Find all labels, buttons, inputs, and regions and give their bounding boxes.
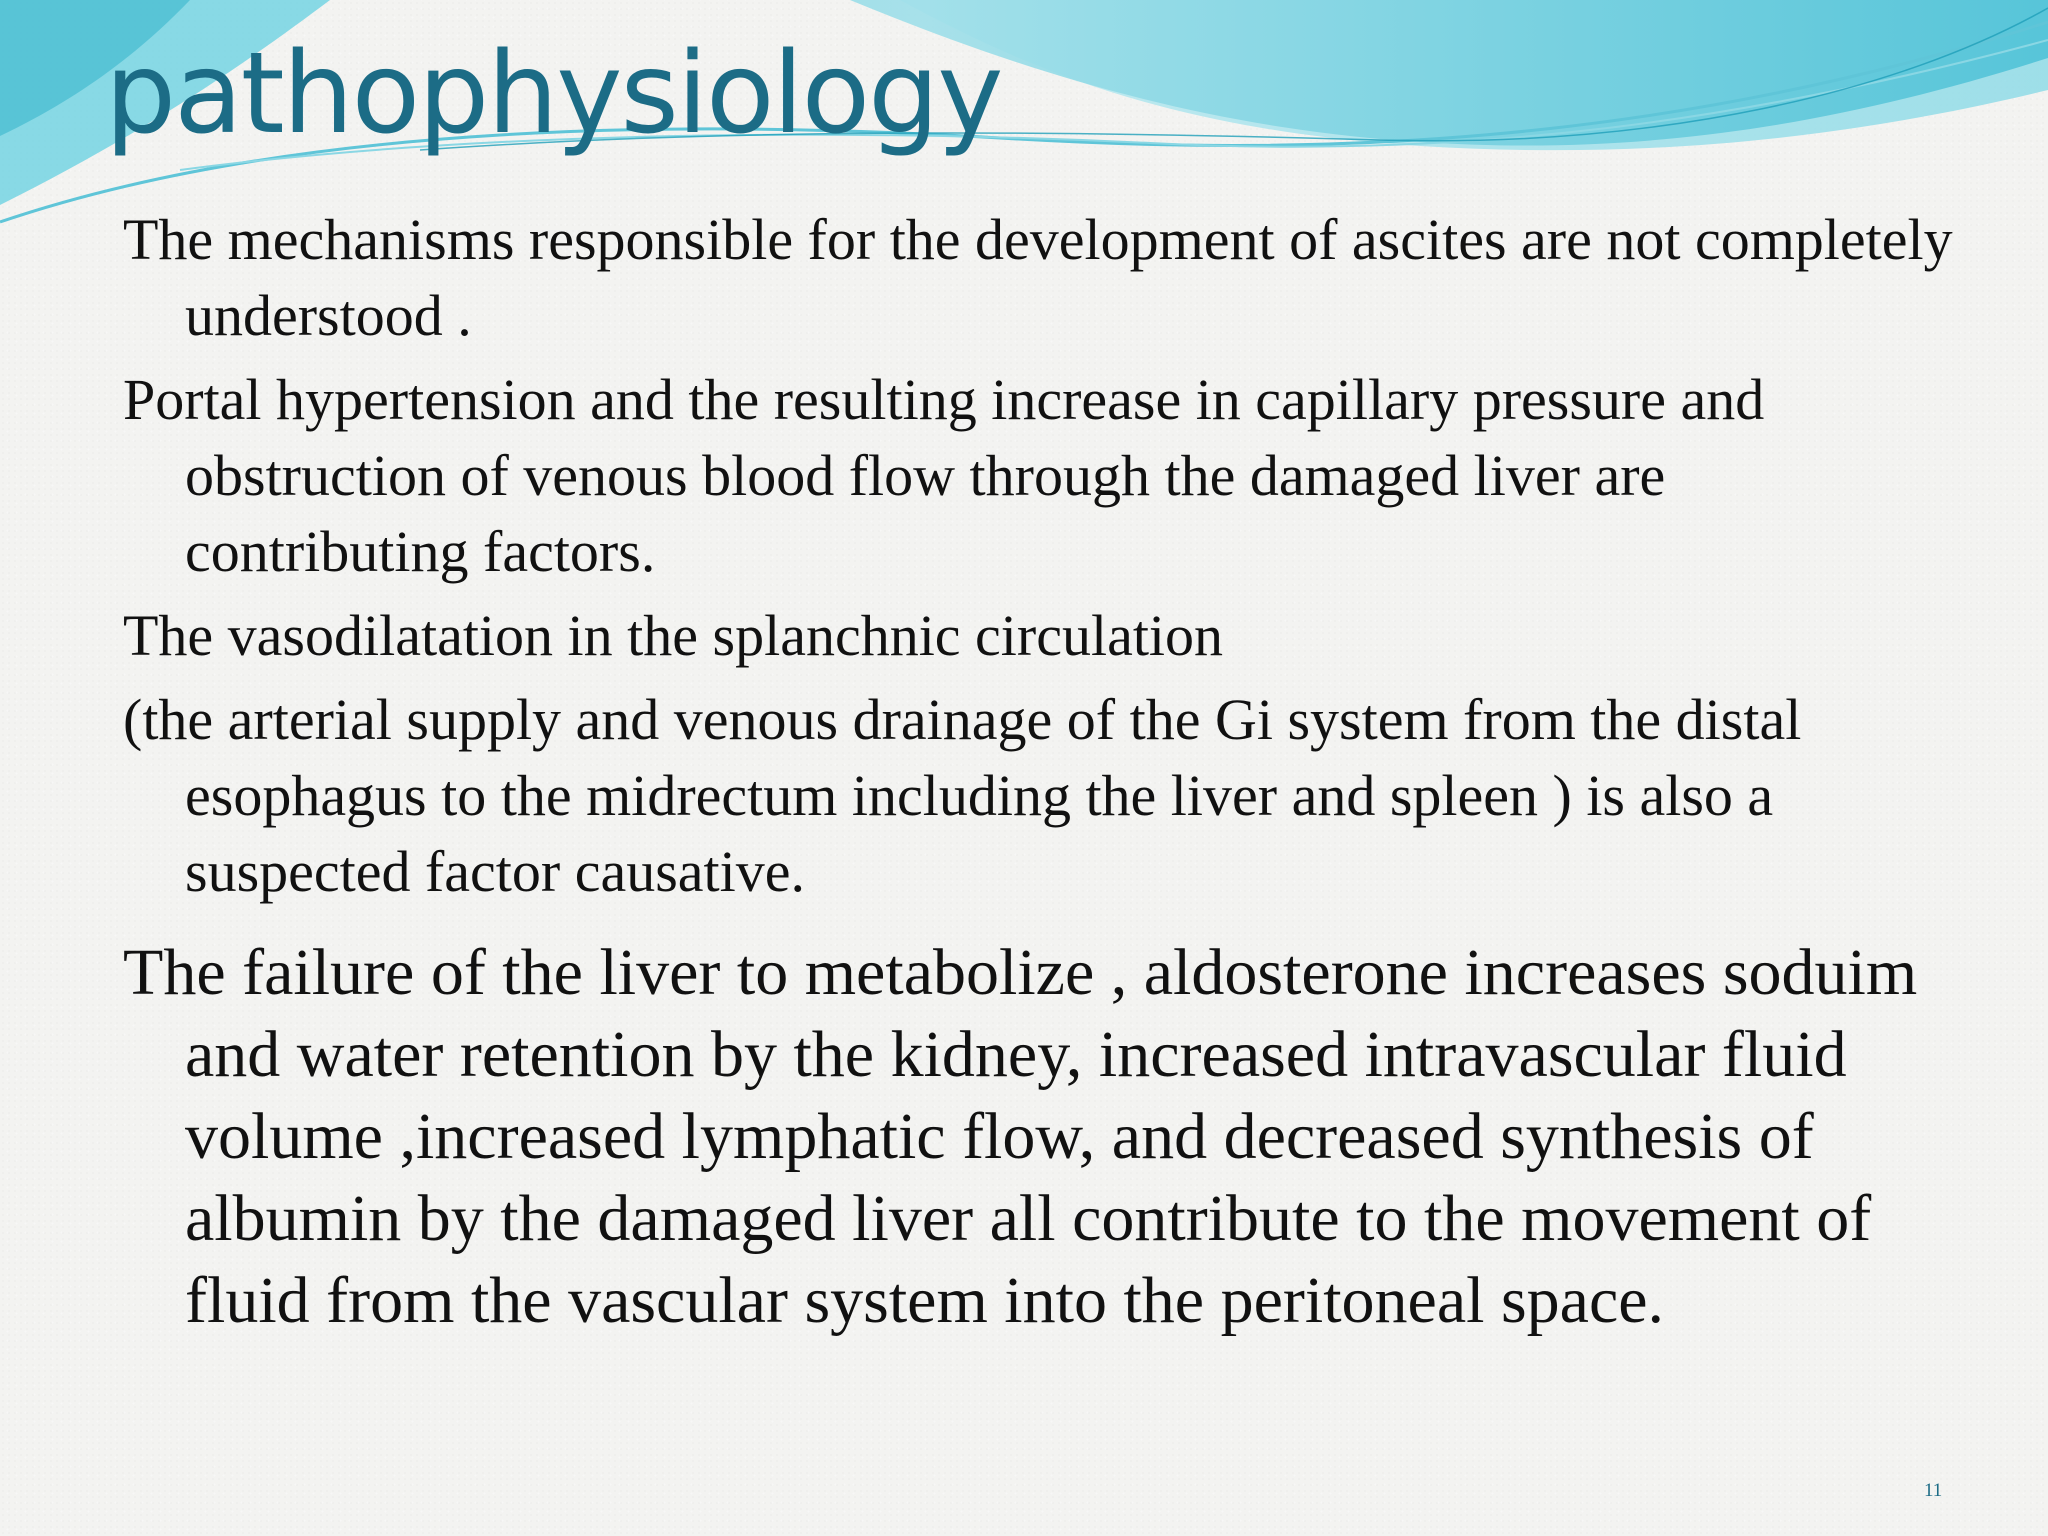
slide-body — [123, 202, 1953, 1342]
paragraph-splanchnic-details: (the arterial supply and venous drainage of the Gi system from the distal esophagus to the midrectum including the liver and spleen ) is also a suspected factor causative. — [123, 687, 1802, 904]
paragraph-vasodilatation: The vasodilatation in the splanchnic circulation — [123, 603, 1224, 668]
paragraph-portal-hypertension: Portal hypertension and the resulting increase in capillary pressure and obstruction of venous blood flow through the damaged liver are contributing factors. — [123, 367, 1765, 584]
slide-title: pathophysiology — [105, 29, 1002, 159]
page-number: 11 — [1924, 1480, 1943, 1501]
paragraph-mechanisms: The mechanisms responsible for the development of ascites are not completely understood . — [123, 207, 1953, 348]
paragraph-liver-failure: The failure of the liver to metabolize , aldosterone increases soduim and water retention by the kidney, increased intravascular fluid volume ,increased lymphatic flow, and decreased synthesis of albumin by the damaged liver all contribute to the movement of fluid from the vascular system into the peritoneal space. — [123, 936, 1918, 1337]
